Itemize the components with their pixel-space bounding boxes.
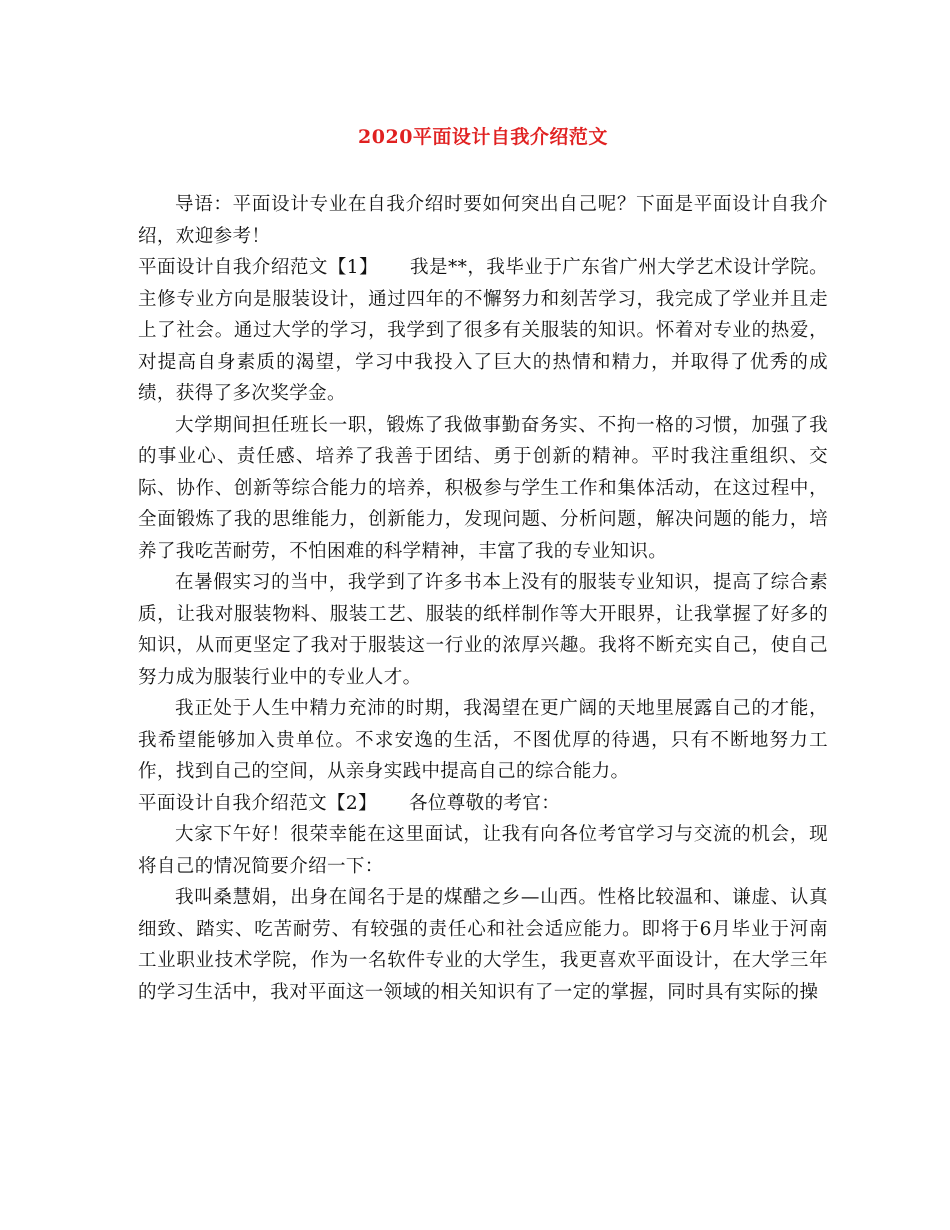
sample1-paragraph: 大学期间担任班长一职，锻炼了我做事勤奋务实、不拘一格的习惯，加强了我的事业心、责任感、培养了我善于团结、勇于创新的精神。平时我注重组织、交际、协作、创新等综合能力的培养，积极参与学生工作和集体活动，在这过程中，全面锻炼了我的思维能力，创新能力，发现问题、分析问题，解决问题的能力，培养了我吃苦耐劳，不怕困难的科学精神，丰富了我的专业知识。 [138, 414, 828, 562]
sample1-paragraph: 在暑假实习的当中，我学到了许多书本上没有的服装专业知识，提高了综合素质，让我对服装物料、服装工艺、服装的纸样制作等大开眼界，让我掌握了好多的知识，从而更坚定了我对于服装这一行业的浓厚兴趣。我将不断充实自己，使自己努力成为服装行业中的专业人才。 [138, 572, 828, 688]
intro-paragraph: 导语：平面设计专业在自我介绍时要如何突出自己呢？下面是平面设计自我介绍，欢迎参考！ [138, 194, 828, 247]
document-page [138, 118, 828, 1008]
sample1-paragraph: 我正处于人生中精力充沛的时期，我渴望在更广阔的天地里展露自己的才能，我希望能够加入贵单位。不求安逸的生活，不图优厚的待遇，只有不断地努力工作，找到自己的空间，从亲身实践中提高自己的综合能力。 [138, 698, 828, 782]
sample1-opening-text: 我是**，我毕业于广东省广州大学艺术设计学院。主修专业方向是服装设计，通过四年的不懈努力和刻苦学习，我完成了学业并且走上了社会。通过大学的学习，我学到了很多有关服装的知识。怀着对专业的热爱，对提高自身素质的渴望，学习中我投入了巨大的热情和精力，并取得了优秀的成绩，获得了多次奖学金。 [138, 257, 828, 404]
sample2-heading: 平面设计自我介绍范文【2】 [138, 792, 377, 814]
document-title: 2020平面设计自我介绍范文 [358, 126, 608, 148]
sample2-opening-text: 各位尊敬的考官： [408, 792, 561, 814]
sample2-paragraph: 大家下午好！很荣幸能在这里面试，让我有向各位考官学习与交流的机会，现将自己的情况简要介绍一下： [138, 824, 828, 877]
sample2-paragraph: 我叫桑慧娟，出身在闻名于是的煤醋之乡—山西。性格比较温和、谦虚、认真细致、踏实、吃苦耐劳、有较强的责任心和社会适应能力。即将于6月毕业于河南工业职业技术学院，作为一名软件专业的大学生，我更喜欢平面设计，在大学三年的学习生活中，我对平面这一领域的相关知识有了一定的掌握，同时具有实际的操 [138, 887, 828, 1003]
sample1-opening-paragraph [138, 252, 828, 410]
sample2-opening-paragraph [138, 788, 828, 820]
sample1-heading: 平面设计自我介绍范文【1】 [138, 257, 379, 278]
